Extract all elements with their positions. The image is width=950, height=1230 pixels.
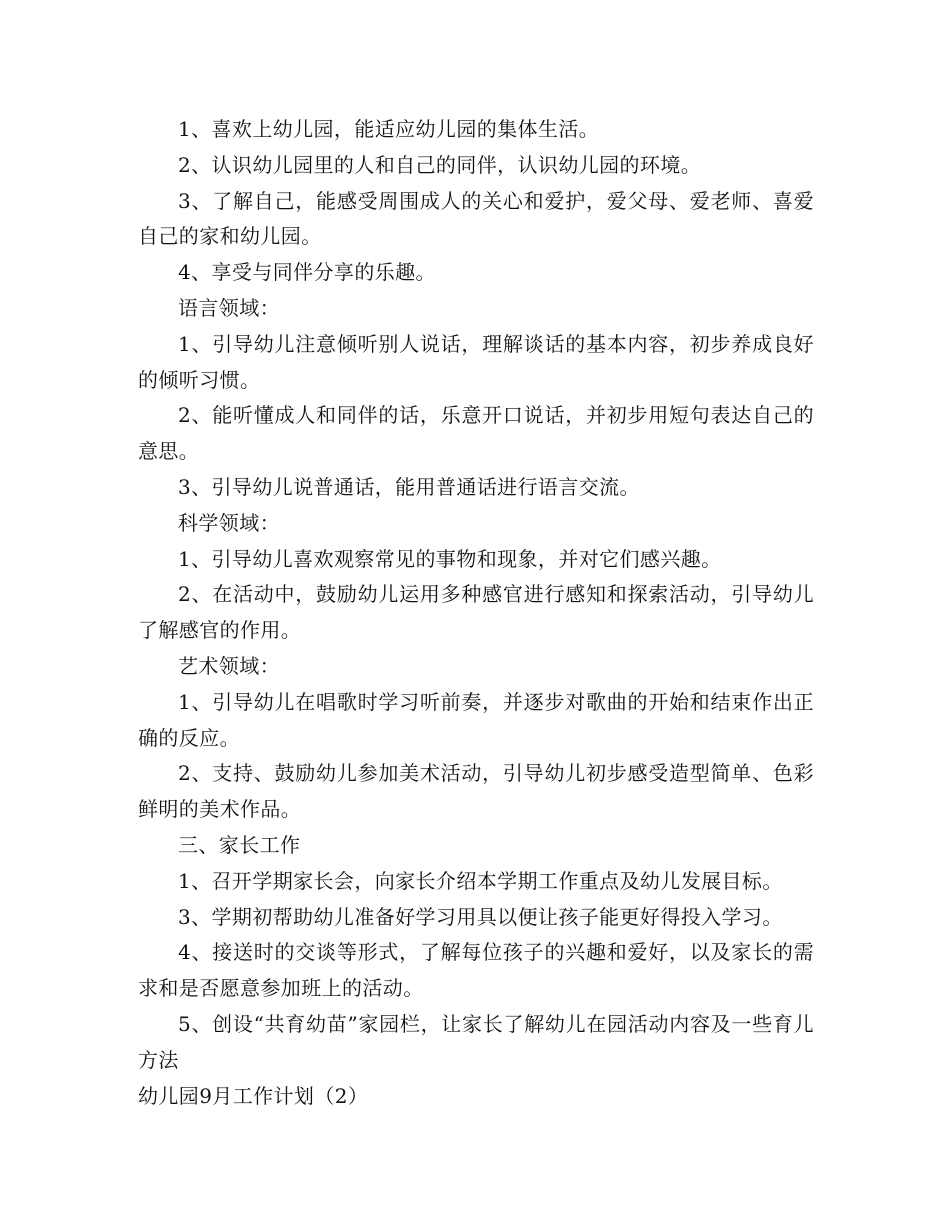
section-heading-art: 艺术领域： — [178, 653, 280, 678]
paragraph: 5、创设“共育幼苗”家园栏，让家长了解幼儿在园活动内容及一些育儿方法 — [138, 1011, 814, 1072]
document-subtitle: 幼儿园9月工作计划（2） — [138, 1083, 369, 1108]
paragraph: 3、引导幼儿说普通话，能用普通话进行语言交流。 — [178, 474, 640, 499]
paragraph: 3、学期初帮助幼儿准备好学习用具以便让孩子能更好得投入学习。 — [178, 904, 783, 929]
section-heading-science: 科学领域： — [178, 510, 280, 535]
paragraph: 2、认识幼儿园里的人和自己的同伴，认识幼儿园的环境。 — [178, 152, 702, 177]
paragraph: 4、接送时的交谈等形式，了解每位孩子的兴趣和爱好，以及家长的需求和是否愿意参加班上的活动。 — [138, 940, 814, 1001]
paragraph: 1、引导幼儿注意倾听别人说话，理解谈话的基本内容，初步养成良好的倾听习惯。 — [138, 331, 814, 392]
section-heading-language: 语言领域： — [178, 295, 280, 320]
paragraph: 1、引导幼儿在唱歌时学习听前奏，并逐步对歌曲的开始和结束作出正确的反应。 — [138, 689, 814, 750]
document-body — [138, 112, 814, 1114]
paragraph: 4、享受与同伴分享的乐趣。 — [178, 260, 436, 285]
paragraph: 1、喜欢上幼儿园，能适应幼儿园的集体生活。 — [178, 117, 600, 141]
paragraph: 2、能听懂成人和同伴的话，乐意开口说话，并初步用短句表达自己的意思。 — [138, 403, 814, 464]
paragraph: 1、召开学期家长会，向家长介绍本学期工作重点及幼儿发展目标。 — [178, 868, 783, 893]
section-heading-parents: 三、家长工作 — [178, 832, 301, 857]
paragraph: 2、在活动中，鼓励幼儿运用多种感官进行感知和探索活动，引导幼儿了解感官的作用。 — [138, 582, 814, 643]
paragraph: 3、了解自己，能感受周围成人的关心和爱护，爱父母、爱老师、喜爱自己的家和幼儿园。 — [138, 188, 814, 249]
paragraph: 2、支持、鼓励幼儿参加美术活动，引导幼儿初步感受造型简单、色彩鲜明的美术作品。 — [138, 761, 814, 822]
paragraph: 1、引导幼儿喜欢观察常见的事物和现象，并对它们感兴趣。 — [178, 546, 722, 571]
